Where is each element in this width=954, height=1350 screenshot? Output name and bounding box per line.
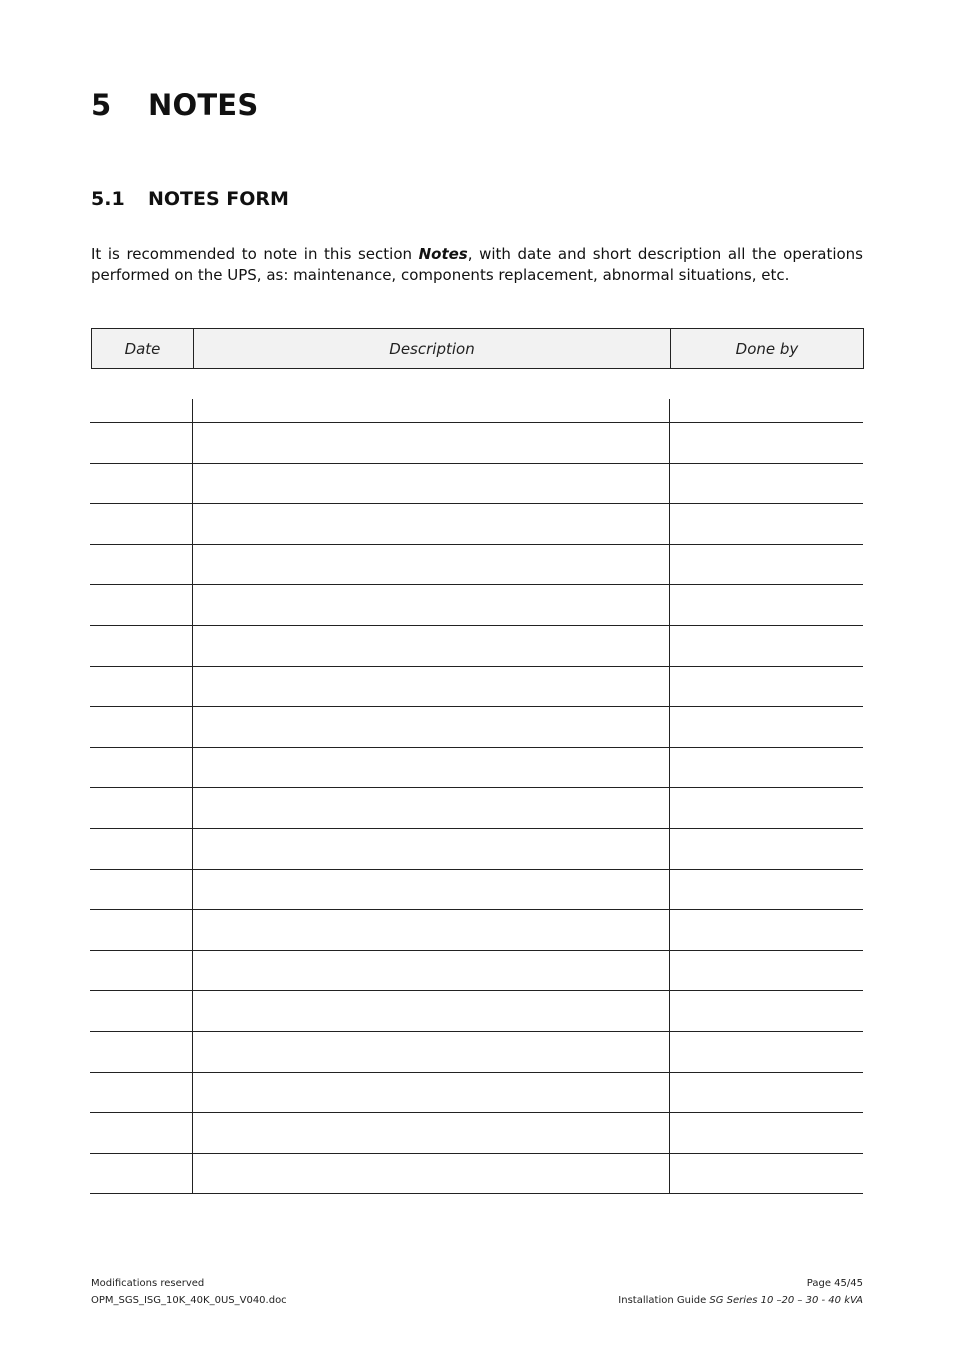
done-by-cell (670, 991, 863, 1031)
table-row (90, 667, 863, 708)
table-row (90, 829, 863, 870)
section-heading (91, 188, 289, 210)
done-by-cell (670, 910, 863, 950)
table-row (90, 504, 863, 545)
date-cell (90, 910, 193, 950)
section-number: 5.1 (91, 188, 125, 210)
date-cell (90, 870, 193, 910)
done-by-cell (670, 1032, 863, 1072)
date-cell (90, 829, 193, 869)
chapter-number: 5 (91, 88, 112, 122)
date-cell (90, 951, 193, 991)
description-cell (193, 829, 670, 869)
chapter-title: NOTES (148, 88, 259, 122)
notes-table-header (91, 328, 864, 369)
description-cell (193, 545, 670, 585)
table-row (90, 1113, 863, 1154)
done-by-cell (670, 545, 863, 585)
date-cell (90, 1154, 193, 1194)
date-cell (90, 423, 193, 463)
table-row (90, 910, 863, 951)
table-row (90, 991, 863, 1032)
notes-table-body (90, 399, 863, 1194)
done-by-cell (670, 585, 863, 625)
date-cell (90, 707, 193, 747)
date-cell (90, 626, 193, 666)
description-cell (193, 504, 670, 544)
table-row (90, 1154, 863, 1195)
description-cell (193, 951, 670, 991)
footer-modifications: Modifications reserved (91, 1278, 205, 1289)
done-by-cell (670, 951, 863, 991)
done-by-cell (670, 707, 863, 747)
date-cell (90, 1073, 193, 1113)
footer-guide-title: Installation Guide SG Series 10 –20 – 30 - 40 kVA (618, 1295, 863, 1306)
description-cell (193, 399, 670, 422)
table-row (90, 1032, 863, 1073)
date-cell (90, 788, 193, 828)
date-cell (90, 991, 193, 1031)
header-date: Date (92, 329, 194, 368)
date-cell (90, 464, 193, 504)
date-cell (90, 748, 193, 788)
date-cell (90, 1113, 193, 1153)
done-by-cell (670, 870, 863, 910)
done-by-cell (670, 788, 863, 828)
description-cell (193, 788, 670, 828)
chapter-heading (91, 88, 258, 122)
date-cell (90, 504, 193, 544)
table-row (90, 1073, 863, 1114)
table-row (90, 748, 863, 789)
done-by-cell (670, 829, 863, 869)
done-by-cell (670, 423, 863, 463)
date-cell (90, 399, 193, 422)
table-row (90, 545, 863, 586)
description-cell (193, 423, 670, 463)
section-title: NOTES FORM (148, 188, 289, 210)
done-by-cell (670, 399, 863, 422)
description-cell (193, 464, 670, 504)
done-by-cell (670, 667, 863, 707)
date-cell (90, 1032, 193, 1072)
intro-text-after: , with date and short description all the operations performed on the UPS, as: maintenance, components replacement, abnormal situations, etc. (91, 245, 863, 284)
footer-right (618, 1275, 863, 1309)
description-cell (193, 707, 670, 747)
table-row (90, 707, 863, 748)
description-cell (193, 667, 670, 707)
description-cell (193, 1113, 670, 1153)
description-cell (193, 1073, 670, 1113)
footer-filename: OPM_SGS_ISG_10K_40K_0US_V040.doc (91, 1295, 287, 1306)
description-cell (193, 991, 670, 1031)
description-cell (193, 870, 670, 910)
done-by-cell (670, 1073, 863, 1113)
intro-text-before: It is recommended to note in this section (91, 245, 419, 263)
done-by-cell (670, 1154, 863, 1194)
description-cell (193, 910, 670, 950)
table-row (90, 399, 863, 423)
date-cell (90, 545, 193, 585)
header-description: Description (194, 329, 671, 368)
table-row (90, 585, 863, 626)
done-by-cell (670, 464, 863, 504)
description-cell (193, 1032, 670, 1072)
description-cell (193, 748, 670, 788)
table-row (90, 626, 863, 667)
done-by-cell (670, 626, 863, 666)
table-row (90, 951, 863, 992)
done-by-cell (670, 504, 863, 544)
intro-emphasis: Notes (418, 245, 468, 263)
header-done-by: Done by (735, 339, 799, 358)
date-cell (90, 585, 193, 625)
footer-left (91, 1275, 287, 1309)
footer-page-number: Page 45/45 (806, 1278, 863, 1289)
done-by-cell (670, 748, 863, 788)
done-by-cell (670, 1113, 863, 1153)
table-row (90, 464, 863, 505)
table-row (90, 788, 863, 829)
intro-paragraph (91, 244, 863, 286)
description-cell (193, 585, 670, 625)
date-cell (90, 667, 193, 707)
table-row (90, 870, 863, 911)
table-row (90, 423, 863, 464)
description-cell (193, 1154, 670, 1194)
description-cell (193, 626, 670, 666)
